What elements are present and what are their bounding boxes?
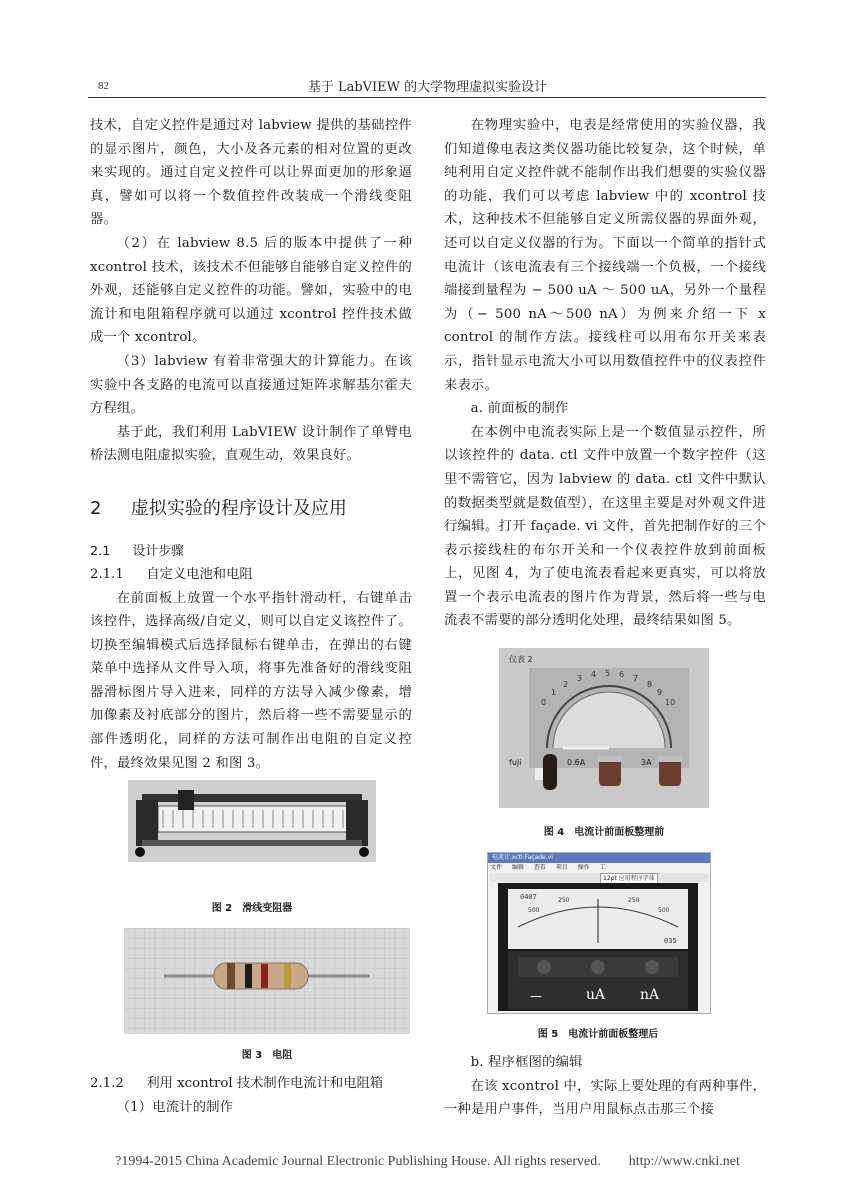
tick-label: 8 <box>647 680 653 689</box>
gauge-label: 仪表 2 <box>509 655 533 664</box>
paragraph: 在物理实验中，电表是经常使用的实验仪器，我们知道像电表这类仪器功能比较复杂，这个时候，单纯利用自定义控件就不能制作出我们想要的实验仪器的功能，我们可以考虑 labview 中的 xcontrol 技术，这种技术不但能够自定义所需仪器的界面外观，还可以自定义仪器的行为。下面以一个简单的指针式电流计（该电流表有三个接线端一个负极，一个接线端接到量程为 − 500 uA ～ 500 uA，另外一个量程为（− 500 nA～500 nA）为例来介绍一下 x control 的制作方法。接线柱可以用布尔开关来表示，指针显示电流大小可以用数值控件中的仪表控件来表示。 <box>444 118 766 393</box>
left-column <box>90 114 412 775</box>
section-title: 虚拟实验的程序设计及应用 <box>130 497 347 519</box>
paragraph: 在前面板上放置一个水平指针滑动杆，右键单击该控件，选择高级/自定义，则可以自定义该控件了。切换至编辑模式后选择鼠标右键单击，在弹出的右键菜单中选择从文件导入项，将事先准备好的滑线变阻器滑标图片导入进来，同样的方法导入减少像素，增加像素及衬底部分的图片，然后将一些不需要显示的部件透明化，同样的方法可制作出电阻的自定义控件，最终效果见图 2 和图 3。 <box>90 590 412 771</box>
menu-item-operate[interactable]: 操作 <box>577 864 590 871</box>
tick-label: 10 <box>665 698 676 707</box>
figure-2-caption: 图 2 滑线变阻器 <box>211 903 293 914</box>
figure-4-caption: 图 4 电流计前面板整理前 <box>543 827 665 838</box>
menu-item-view[interactable]: 查看 <box>533 864 546 871</box>
toolbar <box>490 873 708 882</box>
terminal-label-06a: 0.6A <box>567 758 586 767</box>
paragraph: 技术，自定义控件是通过对 labview 提供的基础控件的显示图片，颜色，大小及各元素的相对位置的更改来实现的。通过自定义控件可以让界面更加的形象逼真，譬如可以将一个数值控件改装成一个滑线变阻器。 <box>90 118 412 228</box>
subsection-number: 2.1 <box>90 543 111 559</box>
terminal-label-3a: 3A <box>641 758 652 767</box>
digital-readout-right: 035 <box>664 937 677 945</box>
tick-label: 1 <box>551 688 557 697</box>
page-number: 82 <box>98 80 109 92</box>
running-title: 基于 LabVIEW 的大学物理虚拟实验设计 <box>307 80 548 95</box>
gauge-scale <box>499 648 709 748</box>
figure-3-resistor <box>124 928 410 1034</box>
menu-item-project[interactable]: 项目 <box>555 864 568 871</box>
terminal-na-label: nA <box>640 987 660 1003</box>
scale-label-far: 500 <box>658 907 670 914</box>
digital-readout-left: 0407 <box>520 893 537 901</box>
paragraph: （2）在 labview 8.5 后的版本中提供了一种 xcontrol 技术，该技术不但能够自能够自定义控件的外观，还能够自定义控件的功能。譬如，实验中的电流计和电阻箱程序就可以通过 xcontrol 控件技术做成一个 xcontrol。 <box>90 235 412 346</box>
subsubsection-title: 利用 xcontrol 技术制作电流计和电阻箱 <box>146 1076 384 1091</box>
subsubsection-number: 2.1.1 <box>90 566 124 582</box>
footer-copyright: ?1994-2015 China Academic Journal Electronic Publishing House. All rights reserved. http://www.cnki.net <box>115 1154 740 1169</box>
tick-label: 7 <box>633 674 639 683</box>
paragraph: （3）labview 有着非常强大的计算能力。在该实验中各支路的电流可以直接通过矩阵求解基尔霍夫方程组。 <box>90 353 412 417</box>
figure-5-meter-after <box>487 852 711 1014</box>
subsubsection-number: 2.1.2 <box>90 1076 124 1091</box>
tick-label: 4 <box>591 670 597 679</box>
header-rule <box>88 97 766 98</box>
scale-label-right: 250 <box>628 897 640 904</box>
terminal-label-fuji: fuji <box>509 758 522 767</box>
scale-label-left: 250 <box>558 897 570 904</box>
section-number: 2 <box>90 497 102 519</box>
section-heading <box>90 494 412 520</box>
tick-label: 3 <box>577 674 583 683</box>
paragraph: 在本例中电流表实际上是一个数值显示控件，所以该控件的 data. ctl 文件中放置一个数字控件（这里不需管它，因为 labview 的 data. ctl 文件中默认的数据类型就是数值型），在这里主要是对外观文件进行编辑。打开 façade. vi 文件，首先把制作好的三个表示接线柱的布尔开关和一个仪表控件放到前面板上，见图 4，为了使电流表看起来更真实，可以将放置一个表示电流表的图片作为背景，然后将一些与电流表不需要的部分透明化处理，最终结果如图 5。 <box>444 424 766 629</box>
font-selector[interactable]: 12pt 应用程序字体 <box>600 873 658 884</box>
subsubsection-title: 自定义电池和电阻 <box>146 566 253 582</box>
menu-bar <box>490 864 708 872</box>
menu-item-tools[interactable]: 工 <box>599 864 606 871</box>
paragraph: a. 前面板的制作 <box>470 401 569 417</box>
tick-label: 0 <box>541 698 547 707</box>
rheostat-image <box>128 780 376 862</box>
right-column <box>444 114 766 633</box>
menu-item-edit[interactable]: 编辑 <box>511 864 524 871</box>
subsubsection-heading <box>90 1072 412 1096</box>
figure-4-meter-before <box>499 648 709 808</box>
subsection-title: 设计步骤 <box>132 543 184 559</box>
paragraph: 基于此，我们利用 LabVIEW 设计制作了单臂电桥法测电阻虚拟实验，直观生动，效果良好。 <box>90 424 412 464</box>
scale-label-mid: 500 <box>528 907 540 914</box>
tick-label: 2 <box>563 680 569 689</box>
title-bar: 电流计.xctl:Façade.vi <box>488 853 710 863</box>
left-column-bottom <box>90 1072 412 1119</box>
tick-label: 9 <box>657 688 663 697</box>
subsection-heading <box>90 540 412 559</box>
figure-2-rheostat <box>128 780 376 862</box>
tick-label: 5 <box>605 669 611 678</box>
figure-3-caption: 图 3 电阻 <box>241 1050 293 1061</box>
subsubsection-heading <box>90 563 412 587</box>
terminal-ua-label: uA <box>586 987 606 1003</box>
paragraph: 在该 xcontrol 中，实际上要处理的有两种事件，一种是用户事件，当用户用鼠标点击那三个接 <box>444 1078 766 1118</box>
paragraph: （1）电流计的制作 <box>116 1099 234 1115</box>
menu-item-file[interactable]: 文件 <box>490 864 503 871</box>
tick-label: 6 <box>619 670 625 679</box>
resistor-image <box>124 928 410 1034</box>
right-column-bottom <box>444 1051 766 1122</box>
figure-5-caption: 图 5 电流计前面板整理后 <box>537 1029 659 1040</box>
paragraph: b. 程序框图的编辑 <box>470 1055 583 1070</box>
terminal-neg-label: — <box>530 989 542 1003</box>
